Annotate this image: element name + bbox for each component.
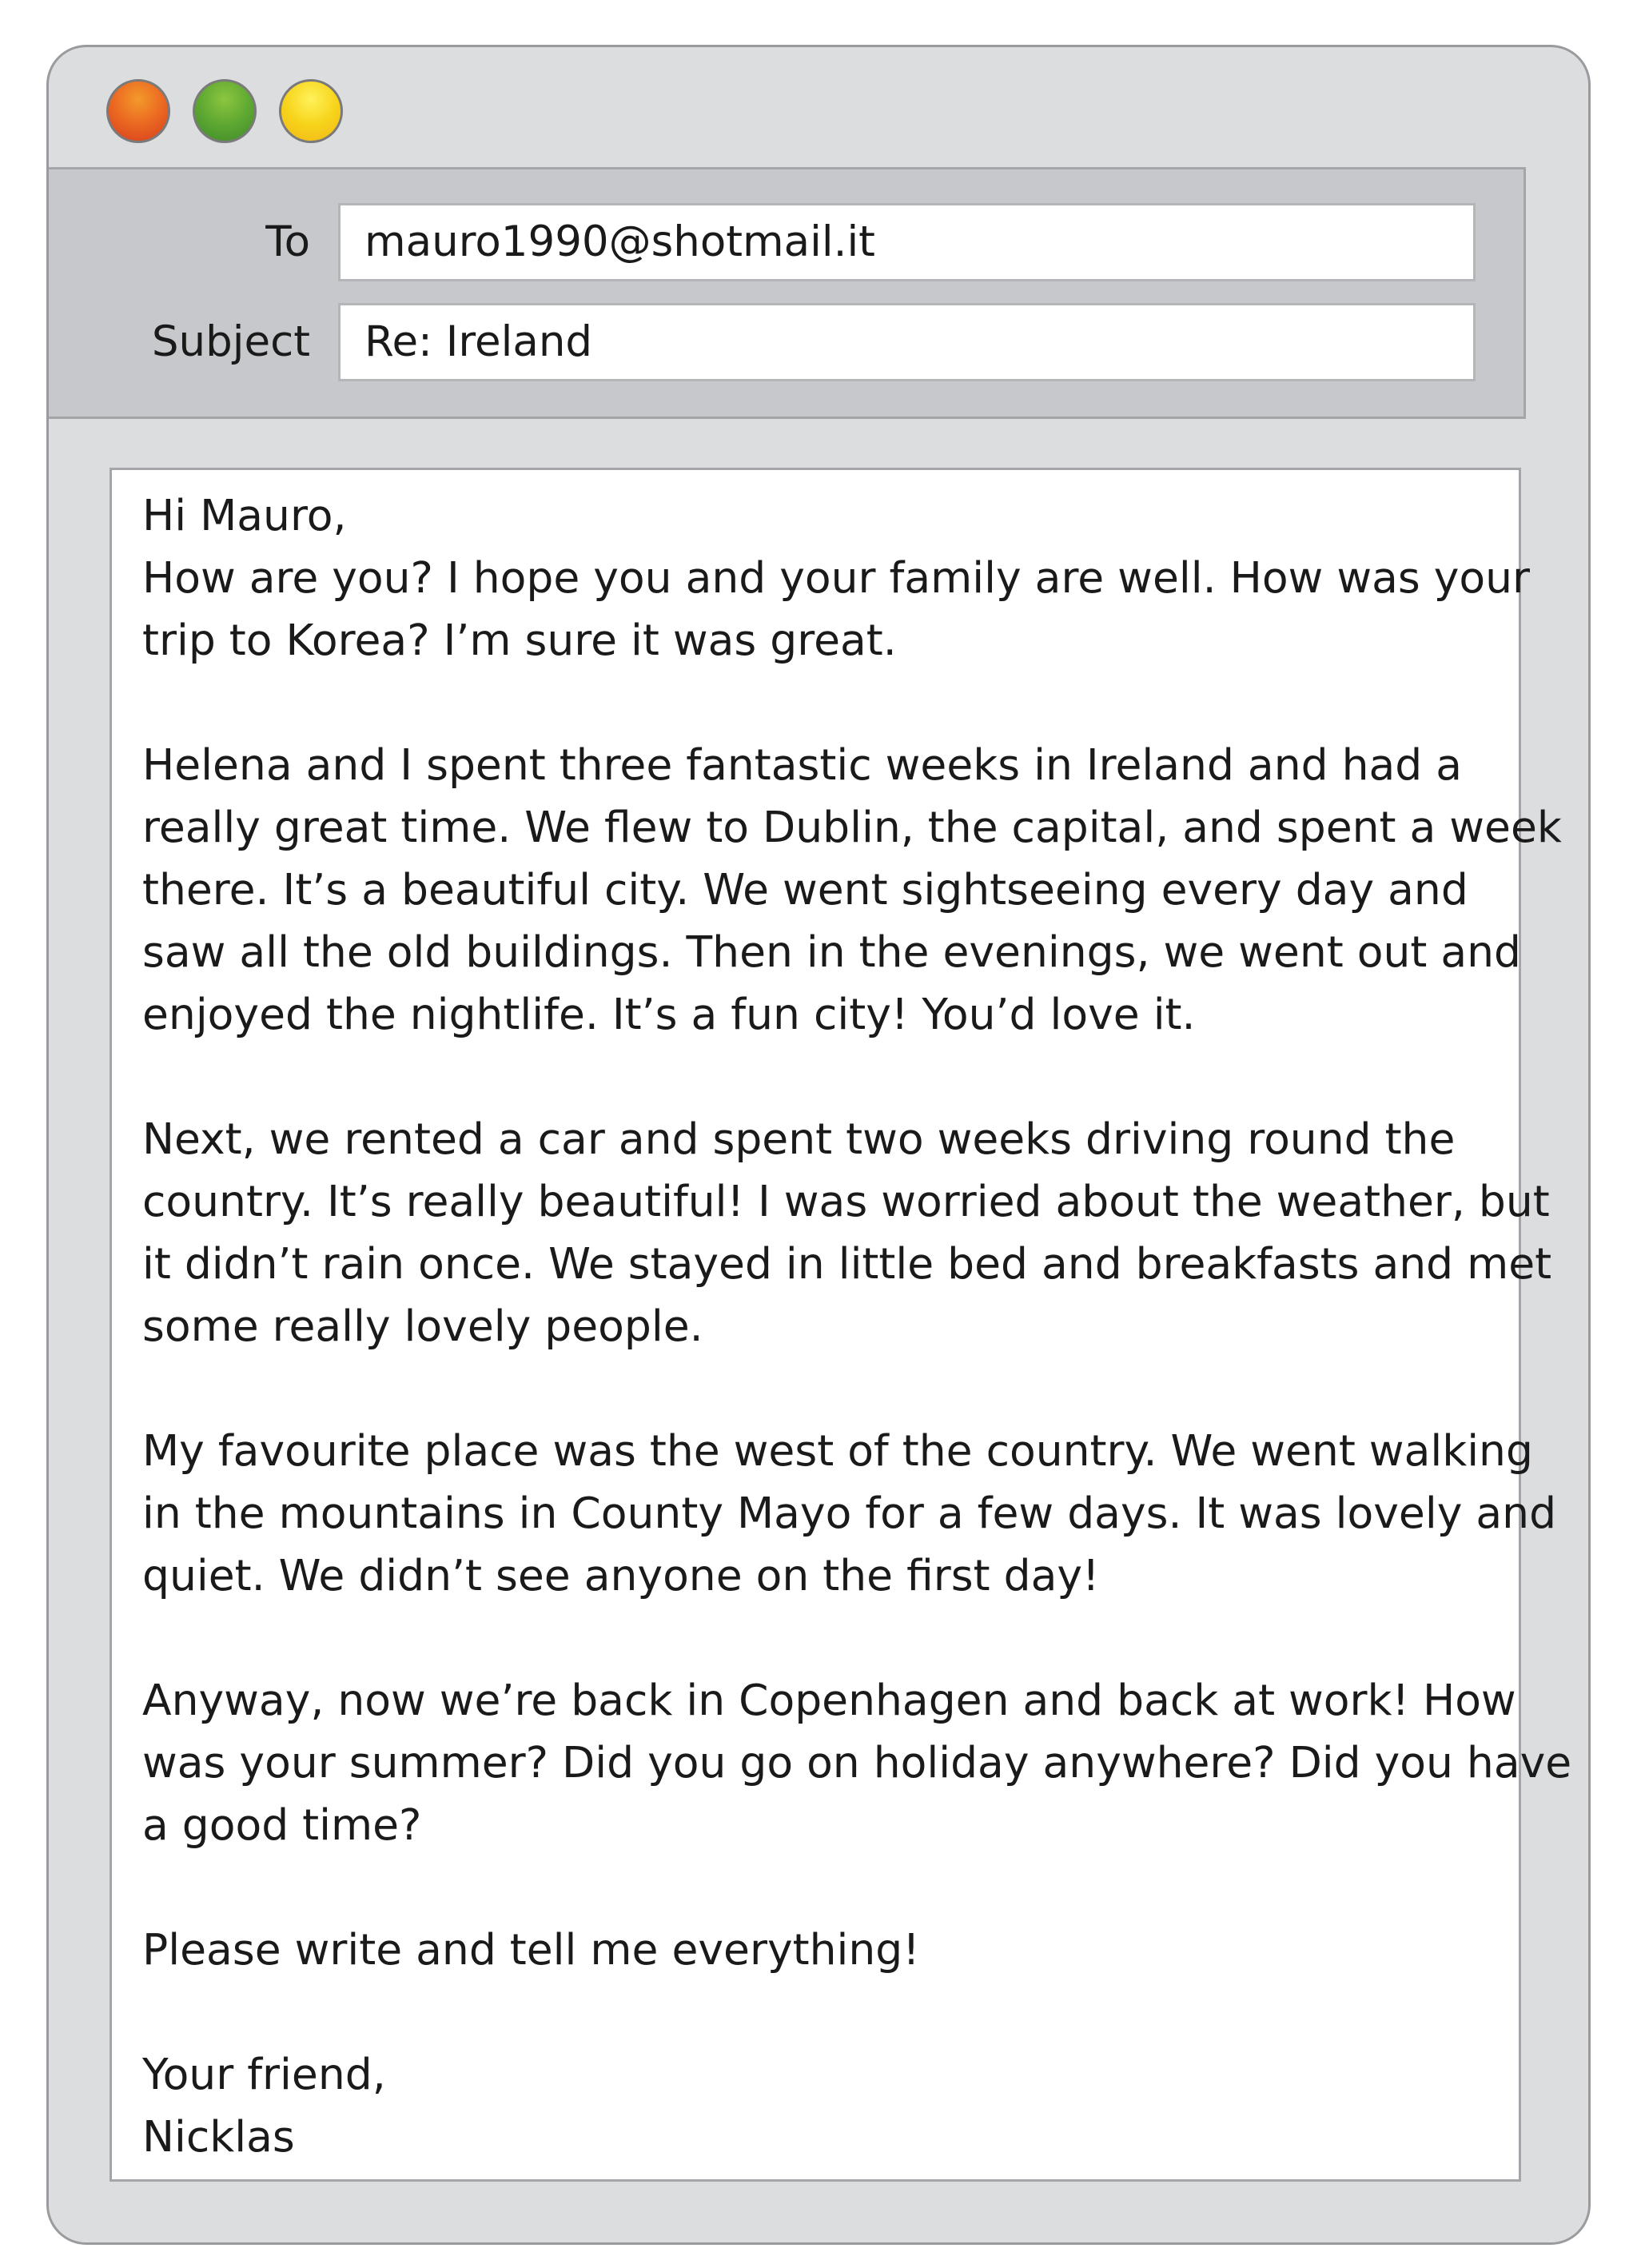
- message-paragraph: [142, 1919, 1490, 1981]
- message-line: saw all the old buildings. Then in the evenings, we went out and: [142, 927, 1522, 977]
- email-header: [49, 167, 1526, 419]
- to-label: To: [265, 217, 310, 266]
- message-line: Anyway, now we’re back in Copenhagen and back at work! How: [142, 1675, 1516, 1725]
- message-line: Nicklas: [142, 2111, 295, 2162]
- close-button[interactable]: [106, 79, 170, 143]
- message-line: it didn’t rain once. We stayed in little bed and breakfasts and met: [142, 1238, 1552, 1289]
- subject-row: [49, 303, 1523, 381]
- message-line: really great time. We flew to Dublin, the capital, and spent a week: [142, 802, 1562, 852]
- message-line: Please write and tell me everything!: [142, 1924, 920, 1975]
- message-line: enjoyed the nightlife. It’s a fun city! You’d love it.: [142, 989, 1196, 1039]
- window-controls: [106, 79, 343, 143]
- maximize-button[interactable]: [193, 79, 257, 143]
- message-line: a good time?: [142, 1800, 422, 1850]
- minimize-button[interactable]: [279, 79, 343, 143]
- message-line: country. It’s really beautiful! I was worried about the weather, but: [142, 1176, 1550, 1226]
- message-paragraph: [142, 734, 1562, 1046]
- message-line: there. It’s a beautiful city. We went sightseeing every day and: [142, 864, 1468, 915]
- message-paragraph: [142, 1669, 1572, 1856]
- message-line: My favourite place was the west of the country. We went walking: [142, 1425, 1533, 1476]
- message-line: Your friend,: [142, 2049, 386, 2099]
- message-line: Helena and I spent three fantastic weeks in Ireland and had a: [142, 739, 1463, 790]
- to-field[interactable]: mauro1990@shotmail.it: [338, 203, 1476, 281]
- to-row: [49, 203, 1523, 281]
- message-line: was your summer? Did you go on holiday anywhere? Did you have: [142, 1737, 1572, 1788]
- message-line: How are you? I hope you and your family are well. How was your: [142, 552, 1531, 603]
- message-paragraph: [142, 484, 1531, 672]
- subject-label: Subject: [151, 317, 310, 366]
- message-paragraph: [142, 2043, 1490, 2168]
- message-line: in the mountains in County Mayo for a few days. It was lovely and: [142, 1488, 1557, 1538]
- message-paragraph: [142, 1420, 1557, 1607]
- message-line: Hi Mauro,: [142, 490, 347, 540]
- message-paragraph: [142, 1108, 1552, 1357]
- subject-field[interactable]: Re: Ireland: [338, 303, 1476, 381]
- message-line: some really lovely people.: [142, 1301, 703, 1351]
- message-line: quiet. We didn’t see anyone on the first day!: [142, 1550, 1100, 1600]
- message-line: trip to Korea? I’m sure it was great.: [142, 615, 897, 665]
- message-line: Next, we rented a car and spent two weeks driving round the: [142, 1114, 1456, 1164]
- email-window: [46, 45, 1591, 2245]
- message-body[interactable]: [110, 468, 1572, 2182]
